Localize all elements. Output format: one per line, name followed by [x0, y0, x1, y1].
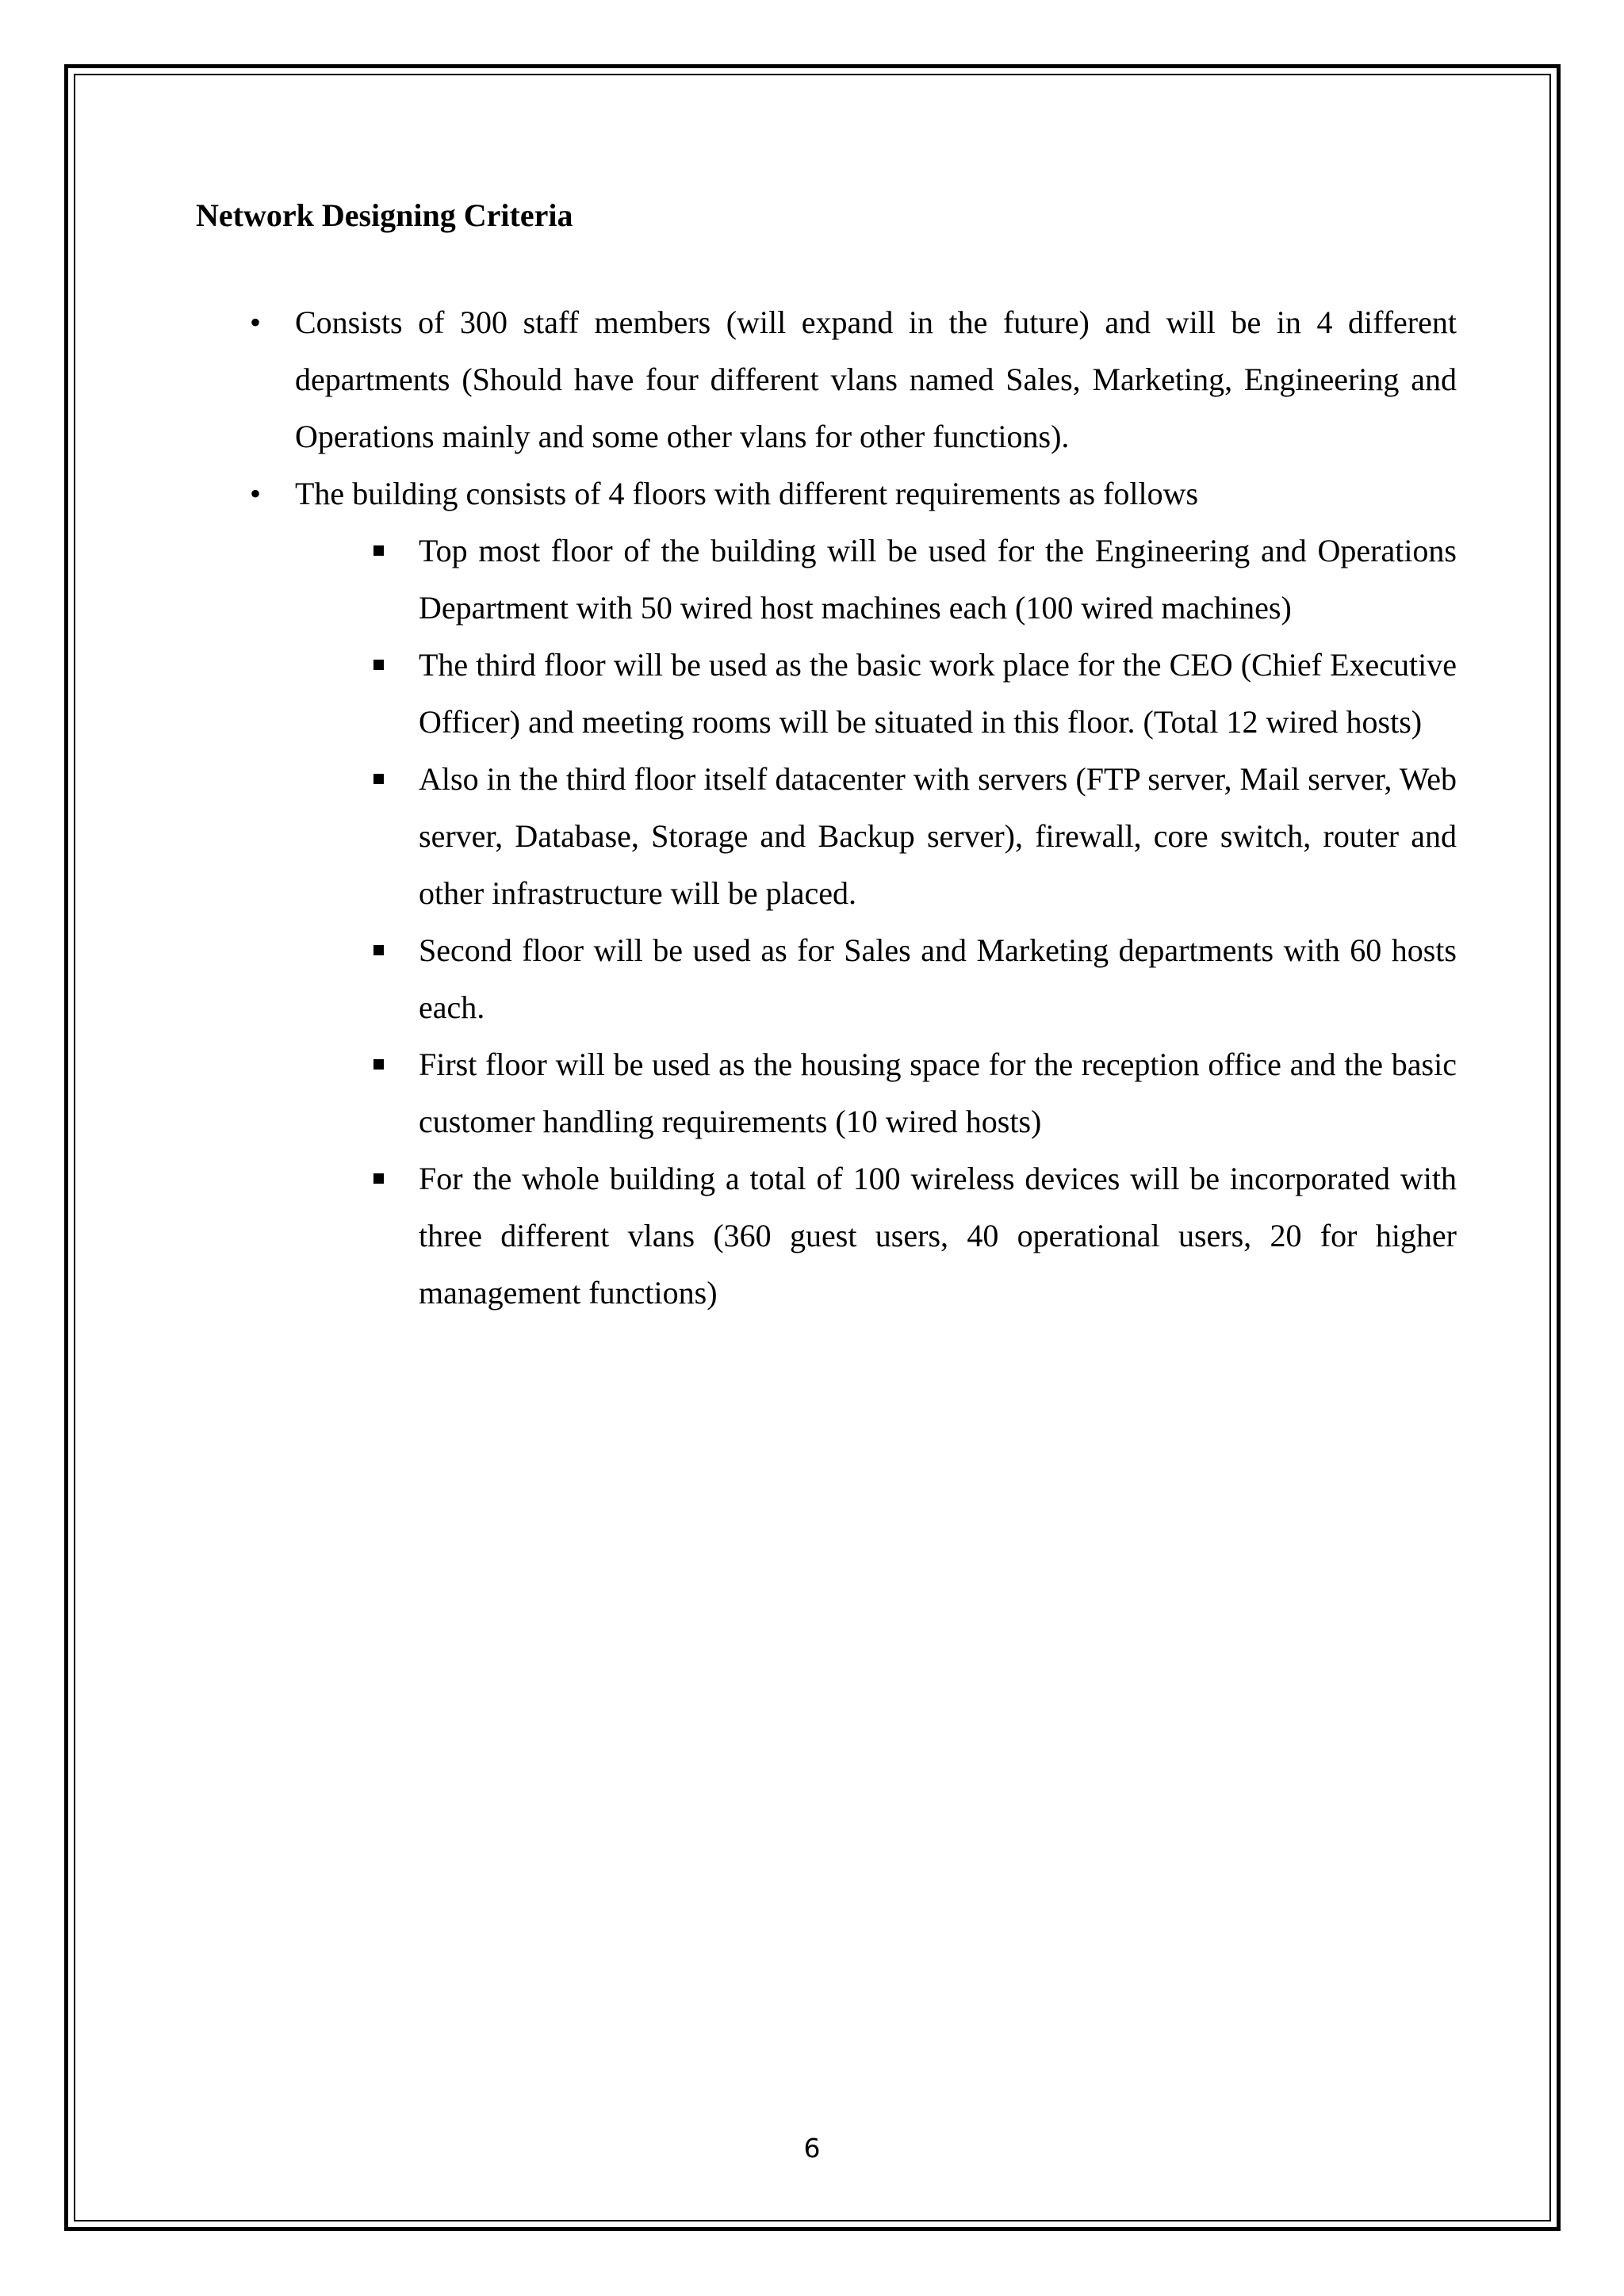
bullet-item: [196, 465, 1457, 1322]
sub-bullet-text: For the whole building a total of 100 wireless devices will be incorporated with three different vlans (360 guest users, 40 operational users, 20 for higher management functions): [419, 1161, 1457, 1311]
sub-bullet-item: [196, 522, 1457, 637]
bullet-item: [196, 294, 1457, 465]
sub-bullet-item: [196, 637, 1457, 751]
sub-bullet-text: Also in the third floor itself datacenter with servers (FTP server, Mail server, Web server, Database, Storage and Backup server), firewall, core switch, router and other infrastructure will be placed.: [419, 761, 1457, 911]
bullet-list: [196, 294, 1457, 1322]
sub-bullet-item: [196, 1036, 1457, 1150]
page-number: 6: [803, 2133, 821, 2164]
sub-bullet-text: Top most floor of the building will be used for the Engineering and Operations Department with 50 wired host machines each (100 wired machines): [419, 533, 1457, 626]
bullet-dot-icon: •: [250, 304, 262, 340]
sub-bullet-item: [196, 751, 1457, 922]
bullet-text: The building consists of 4 floors with different requirements as follows: [295, 476, 1199, 511]
bullet-text: Consists of 300 staff members (will expand in the future) and will be in 4 different departments (Should have four different vlans named Sales, Marketing, Engineering and Operations mainly and some other vlans for other functions).: [295, 304, 1457, 454]
square-bullet-icon: [373, 1059, 384, 1070]
section-heading: Network Designing Criteria: [196, 197, 573, 233]
sub-bullet-text: The third floor will be used as the basic work place for the CEO (Chief Executive Officer) and meeting rooms will be situated in this floor. (Total 12 wired hosts): [419, 647, 1457, 740]
bullet-dot-icon: •: [250, 476, 262, 511]
square-bullet-icon: [373, 660, 384, 670]
sub-bullet-item: [196, 922, 1457, 1036]
square-bullet-icon: [373, 545, 384, 556]
sub-bullet-item: [196, 1150, 1457, 1322]
square-bullet-icon: [373, 774, 384, 784]
sub-bullet-text: Second floor will be used as for Sales and Marketing departments with 60 hosts each.: [419, 932, 1457, 1025]
square-bullet-icon: [373, 945, 384, 955]
square-bullet-icon: [373, 1173, 384, 1184]
sub-bullet-text: First floor will be used as the housing space for the reception office and the basic customer handling requirements (10 wired hosts): [419, 1047, 1457, 1139]
document-body: [196, 294, 1457, 1322]
sub-bullet-list: [196, 522, 1457, 1322]
